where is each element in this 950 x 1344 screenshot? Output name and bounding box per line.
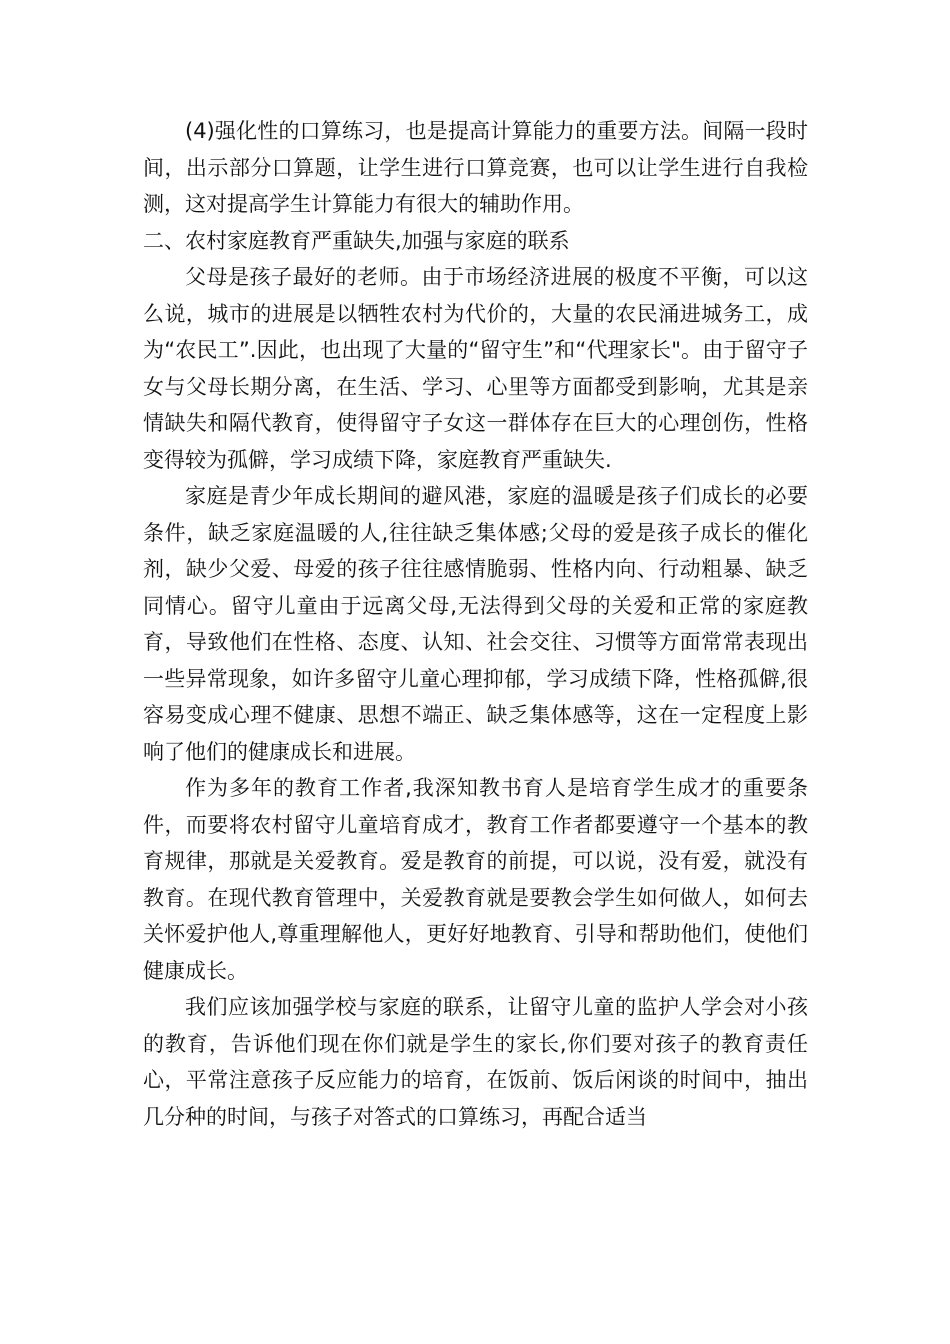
paragraph-parents: 父母是孩子最好的老师。由于市场经济进展的极度不平衡，可以这么说，城市的进展是以牺牲农村为代价的，大量的农民涌进城务工，成为“农民工”.因此，也出现了大量的“留守生”和“代理家长"。由于留守子女与父母长期分离，在生活、学习、心里等方面都受到影响，尤其是亲情缺失和隔代教育，使得留守子女这一群体存在巨大的心理创伤，性格变得较为孤僻，学习成绩下降，家庭教育严重缺失. (143, 265, 808, 472)
paragraph-educator: 作为多年的教育工作者,我深知教书育人是培育学生成才的重要条件，而要将农村留守儿童培育成才，教育工作者都要遵守一个基本的教育规律，那就是关爱教育。爱是教育的前提，可以说，没有爱，就没有教育。在现代教育管理中，关爱教育就是要教会学生如何做人，如何去关怀爱护他人,尊重理解他人，更好好地教育、引导和帮助他们，使他们健康成长。 (143, 776, 808, 983)
paragraph-school-home: 我们应该加强学校与家庭的联系，让留守儿童的监护人学会对小孩的教育，告诉他们现在你们就是学生的家长,你们要对孩子的教育责任心，平常注意孩子反应能力的培育，在饭前、饭后闲谈的时间中，抽出几分种的时间，与孩子对答式的口算练习，再配合适当 (143, 995, 808, 1129)
paragraph-family: 家庭是青少年成长期间的避风港，家庭的温暖是孩子们成长的必要条件，缺乏家庭温暖的人,往往缺乏集体感;父母的爱是孩子成长的催化剂，缺少父爱、母爱的孩子往往感情脆弱、性格内向、行动粗暴、缺乏同情心。留守儿童由于远离父母,无法得到父母的关爱和正常的家庭教育，导致他们在性格、态度、认知、社会交往、习惯等方面常常表现出一些异常现象，如许多留守儿童心理抑郁，学习成绩下降，性格孤僻,很容易变成心理不健康、思想不端正、缺乏集体感等，这在一定程度上影响了他们的健康成长和进展。 (143, 484, 808, 764)
document-page (143, 113, 808, 1135)
section-heading: 二、农村家庭教育严重缺失,加强与家庭的联系 (143, 228, 570, 253)
paragraph-oral-arithmetic: (4)强化性的口算练习，也是提高计算能力的重要方法。间隔一段时间，出示部分口算题，让学生进行口算竞赛，也可以让学生进行自我检测，这对提高学生计算能力有很大的辅助作用。 (143, 119, 808, 216)
